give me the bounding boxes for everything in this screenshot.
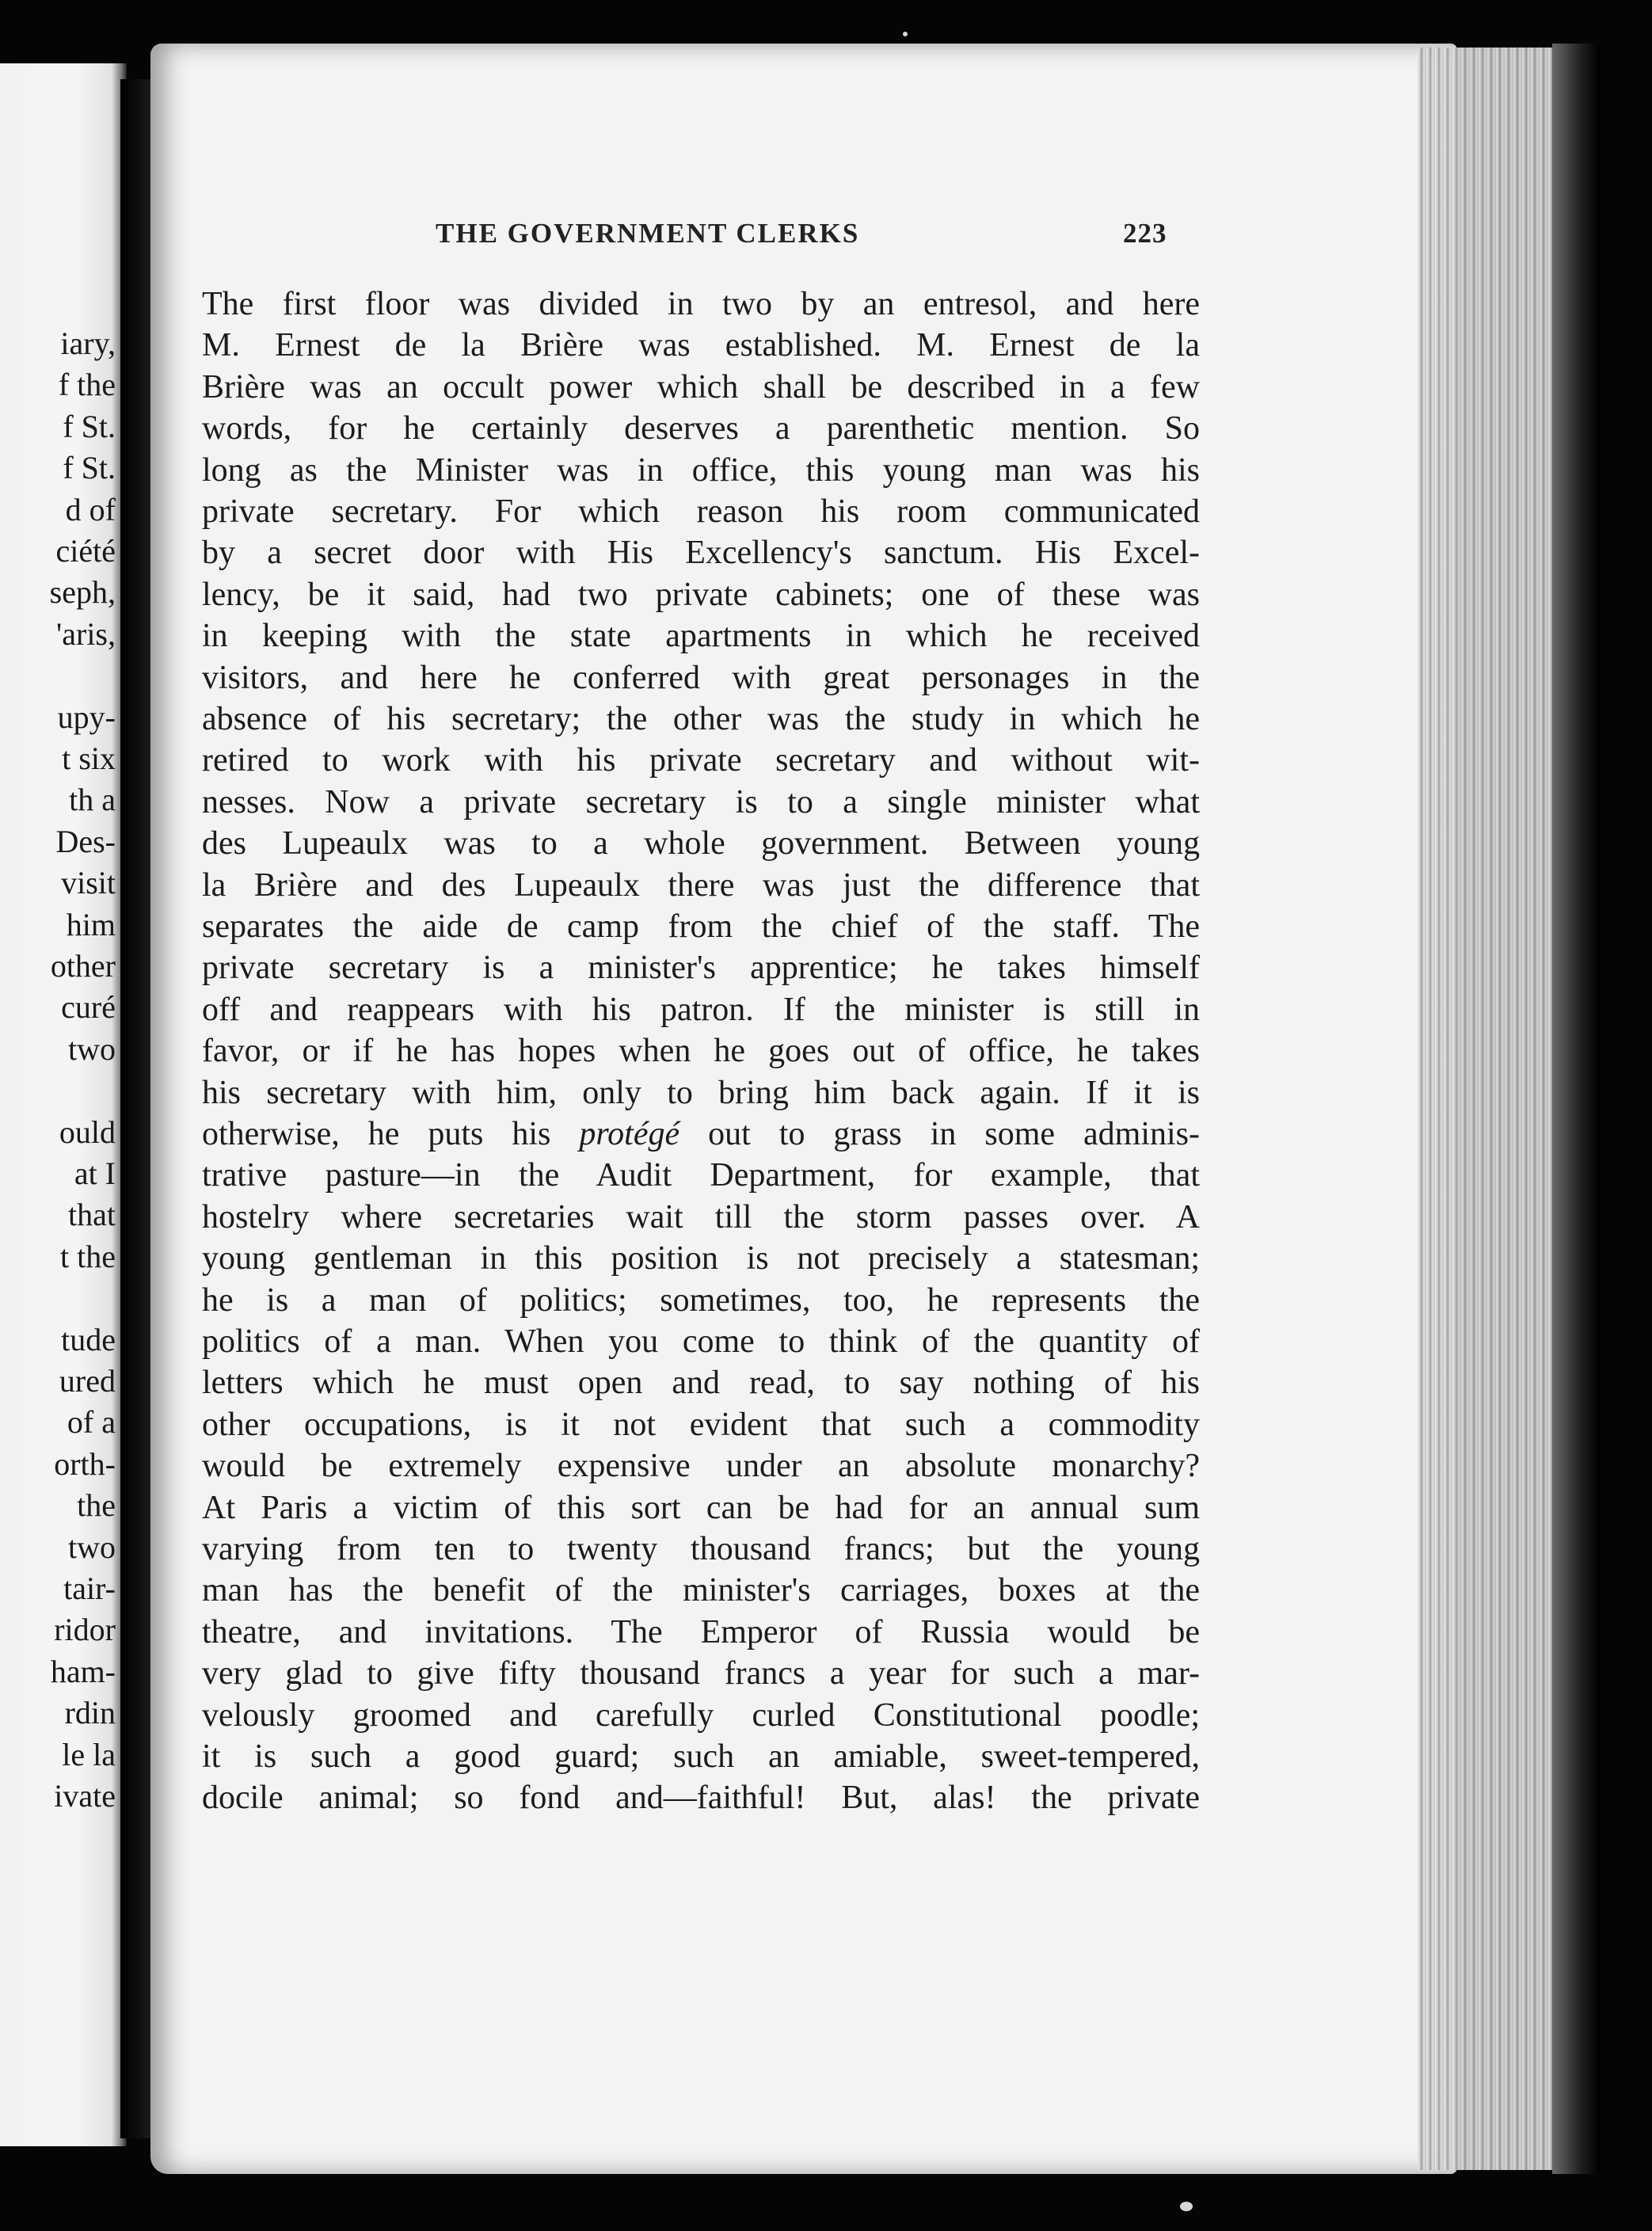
text-line: he is a man of politics; sometimes, too, he represents the (202, 1281, 1200, 1319)
left-page-fragment: ciété (55, 533, 116, 569)
scan-speck (1180, 2202, 1193, 2211)
book-cover-edge (1552, 44, 1600, 2174)
text-line: private secretary is a minister's apprentice; he takes himself (202, 950, 1200, 987)
text-line: docile animal; so fond and—faithful! But, alas! the private (202, 1780, 1200, 1817)
left-page-fragment: upy- (57, 699, 116, 735)
page-number: 223 (1123, 218, 1167, 249)
scan-speck (903, 32, 908, 36)
left-page-fragment: t six (62, 740, 116, 776)
left-page-fragment: rdin (64, 1695, 116, 1731)
text-line: varying from ten to twenty thousand francs; but the young (202, 1531, 1200, 1567)
text-line: lency, be it said, had two private cabinets; one of these was (202, 576, 1200, 613)
left-page-fragment: f St. (63, 450, 116, 486)
text-line: nesses. Now a private secretary is to a single minister what (202, 783, 1200, 820)
left-page-fragment: ridor (54, 1612, 116, 1648)
text-line: by a secret door with His Excellency's sanctum. His Excel- (202, 535, 1200, 572)
text-line: Brière was an occult power which shall be described in a few (202, 368, 1200, 405)
left-page-fragment: iary, (60, 326, 116, 361)
text-line: retired to work with his private secretary and without wit- (202, 742, 1200, 779)
text-line: otherwise, he puts his protégé out to grass in some adminis- (202, 1116, 1200, 1152)
text-line: M. Ernest de la Brière was established. M. Ernest de la (202, 327, 1200, 364)
text-line: separates the aide de camp from the chief of the staff. The (202, 908, 1200, 945)
text-line: At Paris a victim of this sort can be had for an annual sum (202, 1489, 1200, 1526)
left-page-fragment: orth- (54, 1445, 116, 1482)
text-line: private secretary. For which reason his room communicated (202, 493, 1200, 530)
left-page-fragment: two (68, 1529, 116, 1565)
left-page-fragment: ould (59, 1114, 116, 1150)
text-line: man has the benefit of the minister's carriages, boxes at the (202, 1572, 1200, 1609)
text-line: words, for he certainly deserves a parenthetic mention. So (202, 410, 1200, 447)
text-line: favor, or if he has hopes when he goes out of office, he takes (202, 1033, 1200, 1070)
text-line: it is such a good guard; such an amiable, sweet-tempered, (202, 1738, 1200, 1775)
text-line: visitors, and here he conferred with great personages in the (202, 659, 1200, 696)
left-page-fragment: curé (61, 989, 116, 1026)
text-line: off and reappears with his patron. If the minister is still in (202, 991, 1200, 1028)
left-page-fragment: ham- (50, 1653, 116, 1689)
text-line: hostelry where secretaries wait till the storm passes over. A (202, 1198, 1200, 1235)
left-page-fragment: of a (67, 1404, 116, 1441)
text-line: his secretary with him, only to bring him back again. If it is (202, 1074, 1200, 1111)
text-line: The first floor was divided in two by an entresol, and here (202, 286, 1200, 322)
left-page-fragment: f the (58, 367, 116, 403)
left-page-fragment: tair- (63, 1570, 116, 1606)
text-line: politics of a man. When you come to think of the quantity of (202, 1323, 1200, 1360)
left-page-fragment: visit (61, 865, 116, 901)
left-page-fragment: le la (62, 1736, 116, 1772)
left-page-fragment: other (50, 948, 116, 984)
left-page-fragment: the (77, 1487, 116, 1524)
left-page-fragment: that (68, 1197, 116, 1233)
text-line: des Lupeaulx was to a whole government. Between young (202, 825, 1200, 862)
left-page-fragment: tude (61, 1321, 116, 1357)
text-line: theatre, and invitations. The Emperor of Russia would be (202, 1613, 1200, 1650)
text-line: velously groomed and carefully curled Constitutional poodle; (202, 1696, 1200, 1734)
left-page-fragment: at I (74, 1155, 116, 1191)
text-line: in keeping with the state apartments in which he received (202, 618, 1200, 655)
left-page-fragment: t the (60, 1238, 116, 1274)
left-page-edge (0, 63, 127, 2146)
text-line: trative pasture—in the Audit Department, for example, that (202, 1157, 1200, 1194)
text-line: absence of his secretary; the other was the study in which he (202, 701, 1200, 737)
left-page-fragment: d of (65, 491, 116, 527)
left-page-fragment: Des- (55, 823, 116, 859)
text-line: la Brière and des Lupeaulx there was just the difference that (202, 866, 1200, 904)
left-page-fragment: two (68, 1030, 116, 1067)
text-line: very glad to give fifty thousand francs a year for such a mar- (202, 1655, 1200, 1692)
left-page-fragment: ured (59, 1363, 116, 1399)
left-page-fragment: f St. (63, 408, 116, 444)
text-line: would be extremely expensive under an absolute monarchy? (202, 1448, 1200, 1485)
text-line: long as the Minister was in office, this young man was his (202, 451, 1200, 489)
running-title: THE GOVERNMENT CLERKS (436, 218, 860, 249)
left-page-fragment: ivate (54, 1778, 116, 1814)
left-page-fragment: him (66, 906, 116, 942)
left-page-fragment: th a (69, 782, 116, 818)
text-line: letters which he must open and read, to say nothing of his (202, 1365, 1200, 1402)
left-page-fragment: seph, (49, 574, 116, 611)
left-page-fragment: 'aris, (56, 615, 116, 652)
text-line: other occupations, is it not evident that such a commodity (202, 1406, 1200, 1443)
text-line: young gentleman in this position is not precisely a statesman; (202, 1240, 1200, 1277)
